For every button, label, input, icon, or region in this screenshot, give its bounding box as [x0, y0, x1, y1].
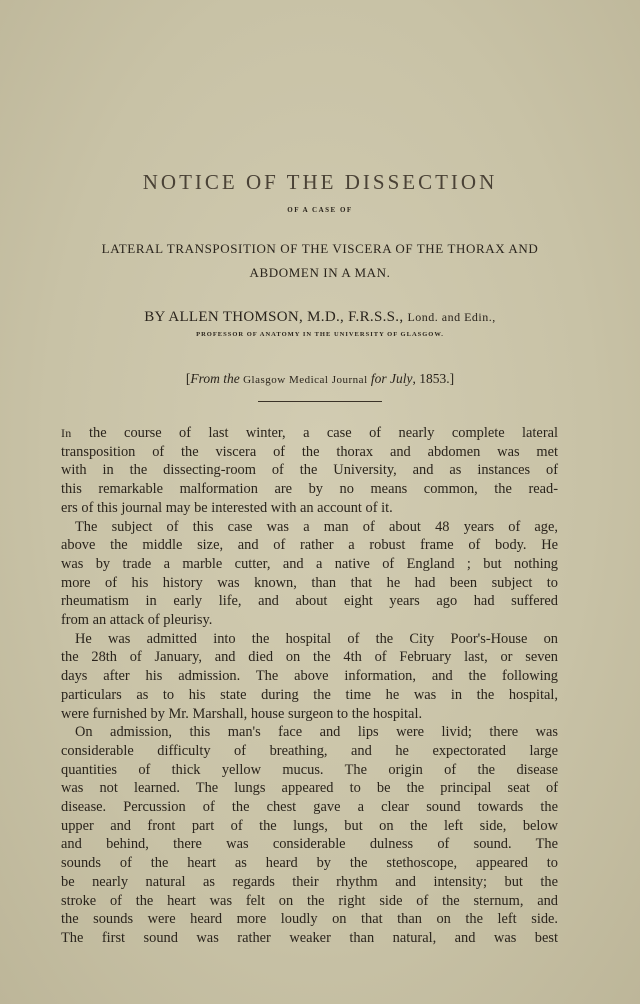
body-text — [61, 424, 558, 948]
source-journal: Glasgow Medical Journal — [243, 374, 371, 386]
text-line: sounds of the heart as heard by the stethoscope, appeared to — [61, 855, 558, 872]
author-name: BY ALLEN THOMSON, M.D., F.R.S.S., — [144, 309, 408, 325]
text-line: the sounds were heard more loudly on that than on the left side. — [61, 911, 558, 928]
source-citation — [0, 371, 640, 387]
text-line: transposition of the viscera of the thorax and abdomen was met — [61, 443, 558, 460]
text-line — [61, 424, 558, 443]
text-line: upper and front part of the lungs, but on the left side, below — [61, 817, 558, 834]
text-line: particulars as to his state during the time he was in the hospital, — [61, 686, 558, 703]
text-line: stroke of the heart was felt on the right side of the sternum, and — [61, 892, 558, 909]
document-title: NOTICE OF THE DISSECTION — [142, 170, 498, 194]
text-line: was not learned. The lungs appeared to be the principal seat of — [61, 780, 558, 797]
source-bracket-open: [ — [185, 371, 191, 386]
text-line: the 28th of January, and died on the 4th of February last, or seven — [61, 649, 558, 666]
text-line: this remarkable malformation are by no means common, the read- — [61, 481, 558, 498]
text-line: quantities of thick yellow mucus. The origin of the disease — [61, 761, 558, 778]
source-from: From the — [190, 371, 244, 386]
text-line: and behind, there was considerable dulness of sound. The — [61, 836, 558, 853]
of-a-case-caption: OF A CASE OF — [287, 206, 353, 214]
text-line: ers of this journal may be interested with an account of it. — [61, 499, 393, 516]
text-line: be nearly natural as regards their rhythm and intensity; but the — [61, 873, 558, 890]
text-line: On admission, this man's face and lips were livid; there was — [75, 724, 558, 741]
text-line: above the middle size, and of rather a robust frame of body. He — [61, 537, 558, 554]
text-line: He was admitted into the hospital of the City Poor's-House on — [75, 630, 558, 647]
text-line: more of his history was known, than that he had been subject to — [61, 574, 558, 591]
text-line: days after his admission. The above information, and the following — [61, 668, 558, 685]
source-month: July — [390, 371, 413, 386]
drop-word: In — [61, 426, 72, 440]
subtitle-line: ABDOMEN IN A MAN. — [249, 265, 391, 280]
text-line: from an attack of pleurisy. — [61, 612, 213, 629]
author-position: PROFESSOR OF ANATOMY IN THE UNIVERSITY OF GLASGOW. — [196, 331, 444, 338]
text-line: The subject of this case was a man of about 48 years of age, — [75, 518, 558, 535]
text-line: disease. Percussion of the chest gave a clear sound towards the — [61, 799, 558, 816]
author-line — [0, 309, 640, 326]
text-line: rheumatism in early life, and about eight years ago had suffered — [61, 593, 558, 610]
author-affiliation: Lond. and Edin., — [407, 310, 496, 324]
text-line: The first sound was rather weaker than natural, and was best — [61, 929, 558, 946]
section-divider — [258, 401, 382, 402]
source-year: , 1853.] — [412, 371, 455, 386]
text-line: considerable difficulty of breathing, and he expectorated large — [61, 742, 558, 759]
subtitle-line: LATERAL TRANSPOSITION OF THE VISCERA OF THE THORAX AND — [101, 241, 539, 256]
source-for: for — [370, 371, 391, 386]
document-subtitle — [60, 237, 580, 285]
text-line: were furnished by Mr. Marshall, house surgeon to the hospital. — [61, 705, 423, 722]
text-line-content: the course of last winter, a case of nearly complete lateral — [89, 425, 558, 441]
text-line: was by trade a marble cutter, and a native of England ; but nothing — [61, 555, 558, 572]
text-line: with in the dissecting-room of the University, and as instances of — [61, 462, 558, 479]
